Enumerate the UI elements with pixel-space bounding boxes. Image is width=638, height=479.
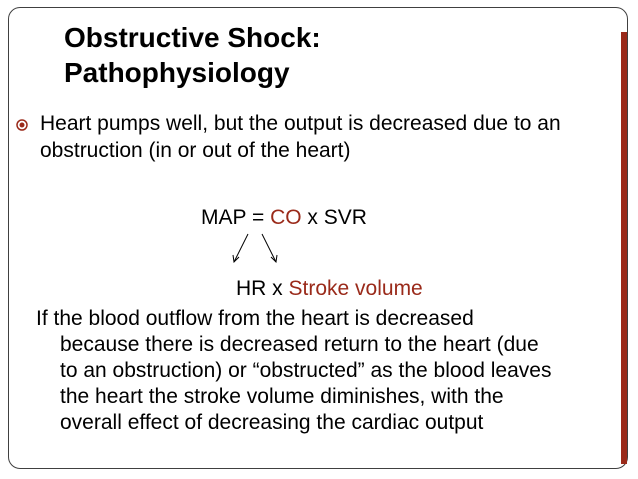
- equals-sign: =: [246, 206, 271, 229]
- slide-title: [64, 20, 584, 90]
- co-label: CO: [270, 206, 302, 229]
- accent-bar: [621, 32, 627, 464]
- bullet-text: Heart pumps well, but the output is decreased due to an obstruction (in or out of the heart): [40, 112, 561, 162]
- paragraph-line-4: the heart the stroke volume diminishes, with the: [60, 385, 504, 408]
- explanation-paragraph: [36, 306, 616, 436]
- map-label: MAP: [201, 206, 247, 229]
- map-equation: [201, 204, 367, 231]
- svr-label: SVR: [323, 206, 367, 229]
- co-breakdown-arrows-icon: [220, 232, 290, 276]
- bullet-item: [16, 110, 616, 164]
- times-sign-2: x: [266, 277, 289, 300]
- paragraph-line-3: to an obstruction) or “obstructed” as the blood leaves: [60, 359, 552, 382]
- bullet-marker-icon: [16, 119, 28, 131]
- title-line-2: Pathophysiology: [64, 57, 290, 88]
- paragraph-line-1: If the blood outflow from the heart is decreased: [36, 307, 474, 330]
- co-equation: [236, 275, 423, 302]
- hr-label: HR: [236, 277, 267, 300]
- title-line-1: Obstructive Shock:: [64, 22, 321, 53]
- stroke-volume-label: Stroke volume: [288, 277, 423, 300]
- paragraph-line-5: overall effect of decreasing the cardiac output: [60, 411, 484, 434]
- times-sign-1: x: [301, 206, 324, 229]
- paragraph-line-2: because there is decreased return to the heart (due: [60, 333, 539, 356]
